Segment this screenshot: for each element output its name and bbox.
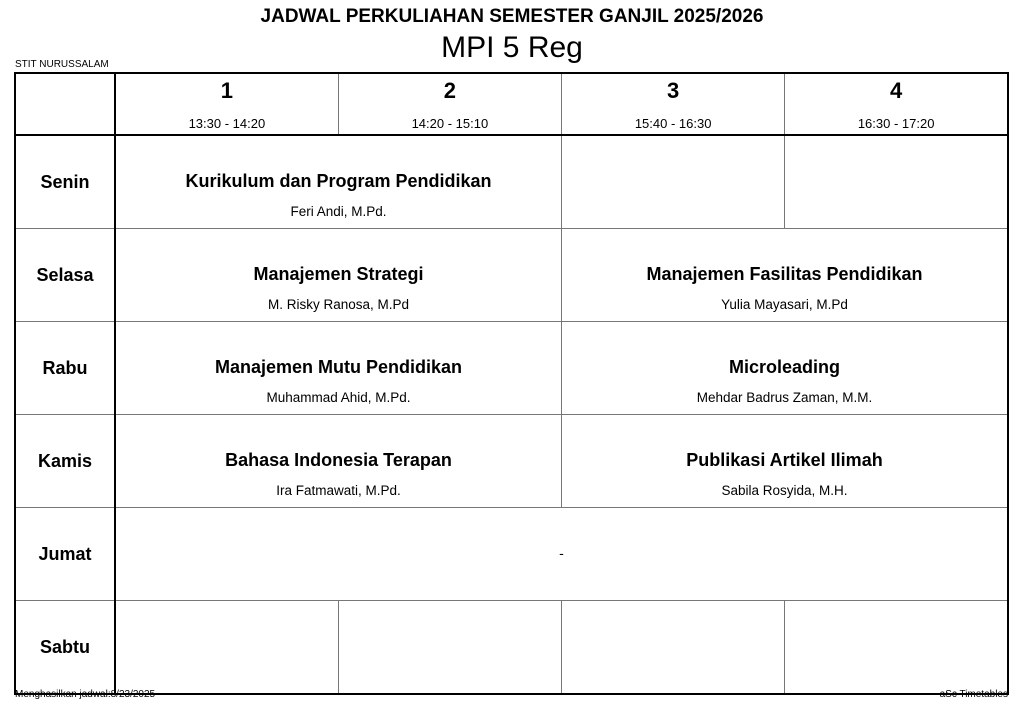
lesson-teacher: M. Risky Ranosa, M.Pd xyxy=(267,297,410,312)
timetable xyxy=(14,72,1009,695)
day-row-sabtu xyxy=(15,601,1008,695)
software-credit: aSc Timetables xyxy=(939,689,1008,700)
period-number: 3 xyxy=(667,78,680,103)
period-number: 2 xyxy=(443,78,456,103)
lesson-subject: Manajemen Fasilitas Pendidikan xyxy=(646,264,923,284)
day-row-rabu xyxy=(15,322,1008,415)
lesson-card xyxy=(115,415,562,508)
day-label: Kamis xyxy=(15,415,115,508)
full-day-cell xyxy=(115,508,1008,601)
lesson-subject: Kurikulum dan Program Pendidikan xyxy=(185,171,492,191)
lesson-card xyxy=(562,229,1009,322)
period-time: 14:20 - 15:10 xyxy=(411,116,489,131)
empty-slot xyxy=(785,601,1008,695)
period-header xyxy=(562,73,785,135)
lesson-teacher: Yulia Mayasari, M.Pd xyxy=(721,297,848,312)
empty-slot xyxy=(785,135,1008,229)
period-time: 13:30 - 14:20 xyxy=(188,116,266,131)
day-label: Selasa xyxy=(15,229,115,322)
period-header-row xyxy=(15,73,1008,135)
empty-slot xyxy=(338,601,561,695)
no-class-dash: - xyxy=(559,545,564,561)
period-number: 4 xyxy=(890,78,903,103)
lesson-card xyxy=(562,322,1009,415)
page-title: JADWAL PERKULIAHAN SEMESTER GANJIL 2025/2026 xyxy=(260,6,764,27)
lesson-card xyxy=(562,415,1009,508)
lesson-subject: Bahasa Indonesia Terapan xyxy=(225,450,452,470)
period-header xyxy=(115,73,338,135)
lesson-subject: Manajemen Strategi xyxy=(253,264,424,284)
day-row-selasa xyxy=(15,229,1008,322)
lesson-card xyxy=(115,229,562,322)
empty-slot xyxy=(562,601,785,695)
lesson-teacher: Sabila Rosyida, M.H. xyxy=(721,483,848,498)
period-header xyxy=(785,73,1008,135)
lesson-teacher: Feri Andi, M.Pd. xyxy=(290,204,387,219)
school-name: STIT NURUSSALAM xyxy=(15,59,109,70)
period-header xyxy=(338,73,561,135)
class-name: MPI 5 Reg xyxy=(441,31,583,64)
lesson-teacher: Ira Fatmawati, M.Pd. xyxy=(276,483,401,498)
corner-cell xyxy=(15,73,115,135)
generated-date: Menghasilkan jadwal:8/23/2025 xyxy=(15,689,156,700)
day-row-senin xyxy=(15,135,1008,229)
day-label: Jumat xyxy=(15,508,115,601)
day-row-kamis xyxy=(15,415,1008,508)
lesson-card xyxy=(115,322,562,415)
period-number: 1 xyxy=(220,78,233,103)
lesson-teacher: Mehdar Badrus Zaman, M.M. xyxy=(696,390,873,405)
empty-slot xyxy=(115,601,338,695)
lesson-teacher: Muhammad Ahid, M.Pd. xyxy=(266,390,411,405)
day-label: Senin xyxy=(15,135,115,229)
period-time: 16:30 - 17:20 xyxy=(857,116,935,131)
lesson-subject: Microleading xyxy=(728,357,840,377)
empty-slot xyxy=(562,135,785,229)
lesson-subject: Publikasi Artikel Ilimah xyxy=(686,450,883,470)
day-label: Rabu xyxy=(15,322,115,415)
day-label: Sabtu xyxy=(15,601,115,695)
lesson-card xyxy=(115,135,562,229)
day-row-jumat xyxy=(15,508,1008,601)
lesson-subject: Manajemen Mutu Pendidikan xyxy=(214,357,463,377)
period-time: 15:40 - 16:30 xyxy=(634,116,712,131)
